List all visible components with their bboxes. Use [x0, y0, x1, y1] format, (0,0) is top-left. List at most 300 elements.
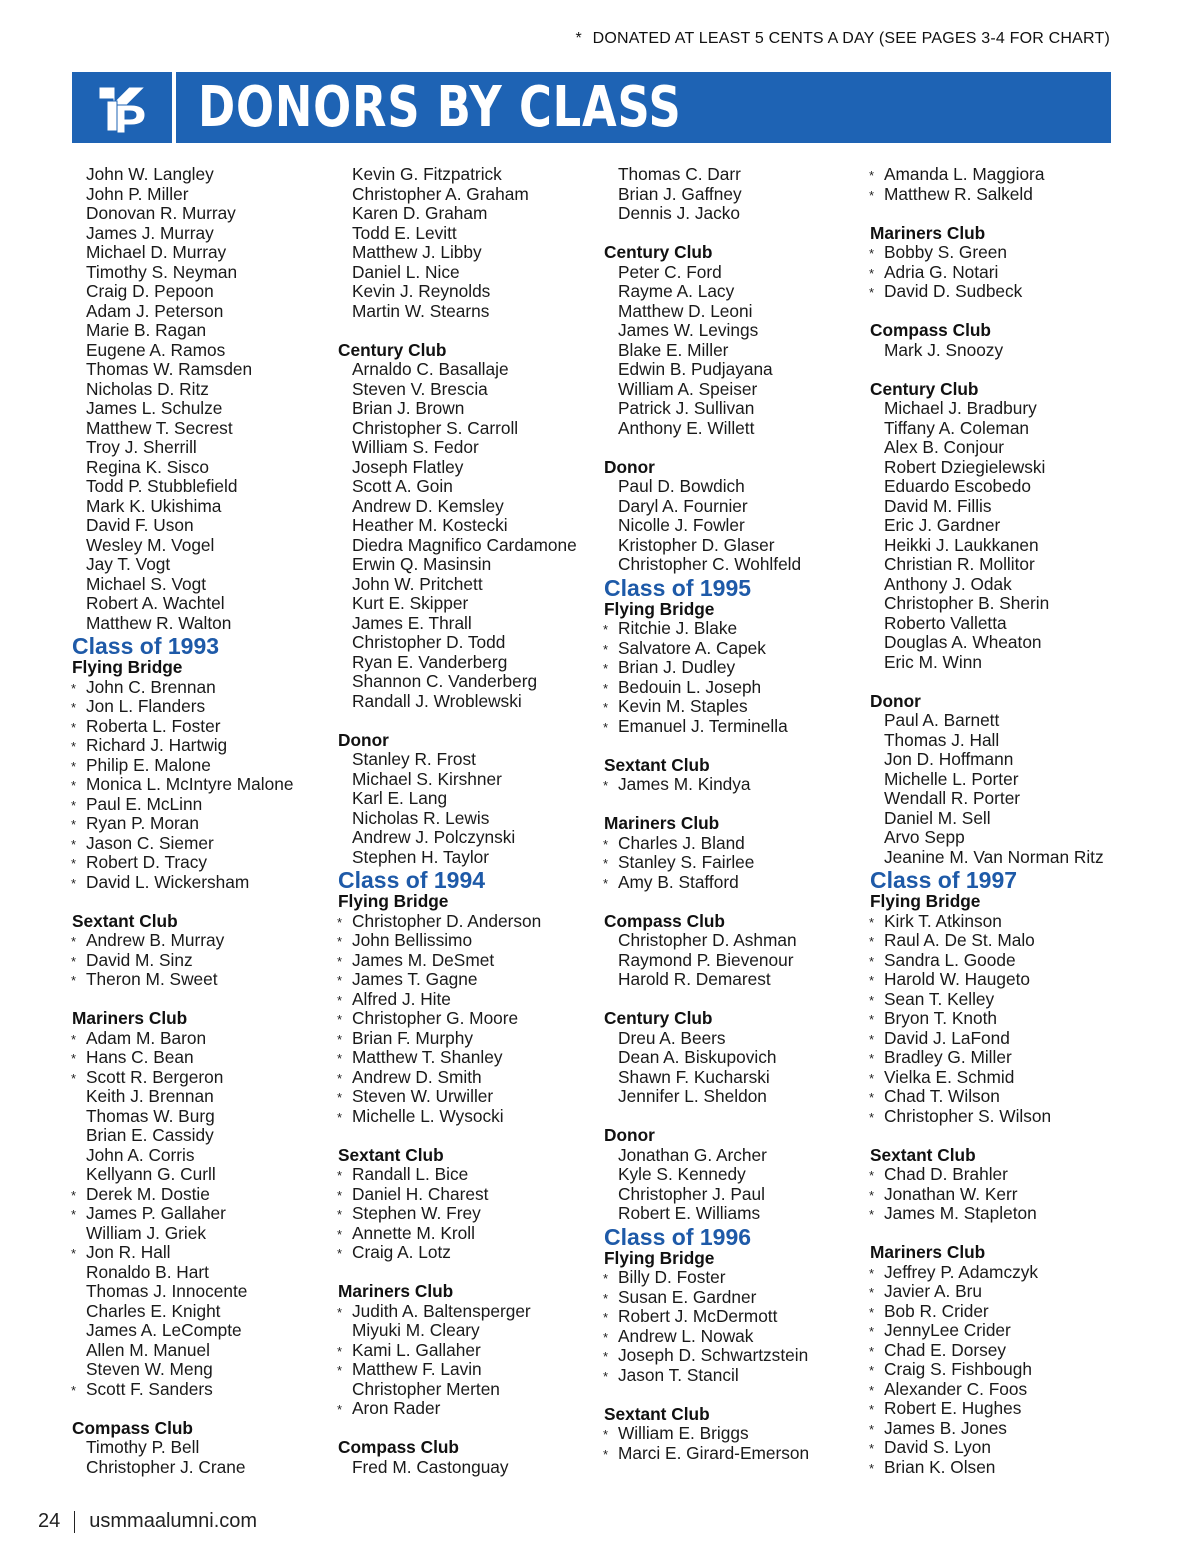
- donor-name: [338, 1243, 598, 1263]
- donor-name: [338, 1204, 598, 1224]
- donor-name: [604, 1185, 864, 1205]
- club-heading: Compass Club: [72, 1417, 193, 1438]
- spacer: [604, 1107, 864, 1127]
- asterisk-icon: *: [71, 856, 77, 871]
- donor-name: [604, 263, 864, 283]
- club-heading: Century Club: [338, 339, 447, 360]
- asterisk-icon: *: [869, 1402, 875, 1417]
- donor-name-text: Miyuki M. Cleary: [352, 1320, 480, 1340]
- asterisk-icon: *: [603, 836, 609, 852]
- donor-name-text: Andrew L. Nowak: [618, 1325, 754, 1346]
- donor-name: [72, 1087, 332, 1107]
- donor-name-text: Thomas C. Darr: [618, 164, 741, 184]
- donor-name-text: Raul A. De St. Malo: [884, 930, 1035, 950]
- donor-name-text: Sean T. Kelley: [884, 988, 995, 1009]
- asterisk-icon: *: [337, 1343, 343, 1359]
- donor-name-text: Chad D. Brahler: [884, 1164, 1008, 1184]
- donor-name: [338, 931, 598, 951]
- donor-name-text: Thomas W. Burg: [86, 1105, 215, 1126]
- donor-name: [338, 912, 598, 932]
- asterisk-icon: *: [603, 661, 609, 676]
- donor-name: [870, 399, 1130, 419]
- donor-name-text: Todd P. Stubblefield: [86, 476, 238, 496]
- donor-name: [870, 970, 1130, 990]
- donor-name-text: Christopher S. Carroll: [352, 417, 519, 438]
- donor-name: [870, 1341, 1130, 1361]
- donor-name-text: Christopher J. Paul: [618, 1183, 765, 1204]
- asterisk-icon: *: [869, 1187, 875, 1203]
- donor-name-text: James M. DeSmet: [352, 949, 495, 970]
- donor-name-text: Troy J. Sherrill: [86, 437, 197, 457]
- top-note: [575, 30, 1110, 48]
- donor-name-text: Alfred J. Hite: [352, 988, 451, 1009]
- donor-name-text: Jonathan W. Kerr: [884, 1183, 1018, 1204]
- donor-name-text: Richard J. Hartwig: [86, 735, 228, 755]
- asterisk-icon: *: [869, 934, 875, 949]
- donor-name: [72, 1321, 332, 1341]
- donor-name: [72, 1263, 332, 1283]
- donor-name: [338, 282, 598, 302]
- donor-name: [338, 165, 598, 185]
- donor-name: [72, 204, 332, 224]
- club-heading: Sextant Club: [72, 910, 178, 931]
- asterisk-icon: *: [603, 1290, 609, 1306]
- asterisk-icon: *: [603, 1427, 609, 1442]
- donor-name-text: Kurt E. Skipper: [352, 593, 469, 613]
- asterisk-icon: *: [869, 1363, 875, 1378]
- asterisk-icon: *: [337, 1363, 343, 1378]
- donor-name: [870, 1204, 1130, 1224]
- club-heading: Compass Club: [870, 320, 991, 340]
- donor-name-text: John C. Brennan: [86, 676, 216, 697]
- donor-name: [338, 1380, 598, 1400]
- donor-name-text: Christopher C. Wohlfeld: [618, 554, 802, 574]
- spacer: [338, 711, 598, 731]
- donor-name-text: Steven W. Urwiller: [352, 1086, 494, 1106]
- donor-name-text: Raymond P. Bievenour: [618, 949, 794, 970]
- donor-name: [338, 1029, 598, 1049]
- donor-name: [338, 302, 598, 322]
- donor-name-text: Derek M. Dostie: [86, 1183, 210, 1204]
- donor-name-text: David J. LaFond: [884, 1027, 1010, 1048]
- donor-name: [72, 458, 332, 478]
- donor-name: [338, 1341, 598, 1361]
- donor-name-text: Bradley G. Miller: [884, 1047, 1012, 1067]
- donor-name: [870, 438, 1130, 458]
- asterisk-icon: *: [603, 641, 609, 657]
- donor-column-1: [72, 165, 332, 1477]
- asterisk-icon: *: [71, 719, 77, 735]
- asterisk-icon: *: [337, 1246, 343, 1261]
- donor-name-text: Christopher D. Anderson: [352, 910, 542, 931]
- donor-name-text: Alexander C. Foos: [884, 1378, 1028, 1399]
- donor-name: [604, 204, 864, 224]
- class-year-heading: Class of 1994: [338, 867, 486, 893]
- spacer: [338, 1419, 598, 1439]
- donor-name-text: Paul A. Barnett: [884, 710, 1000, 730]
- donor-name-text: Bobby S. Green: [884, 242, 1007, 262]
- donor-name-text: Martin W. Stearns: [352, 300, 490, 321]
- donor-name-text: David F. Uson: [86, 515, 194, 535]
- donor-name: [72, 555, 332, 575]
- donor-name: [338, 1458, 598, 1478]
- donor-name-text: Diedra Magnifico Cardamone: [352, 534, 577, 555]
- asterisk-icon: *: [71, 1382, 77, 1398]
- asterisk-icon: *: [337, 1090, 343, 1105]
- donor-name: [338, 458, 598, 478]
- donor-name-text: Christopher D. Todd: [352, 632, 506, 652]
- donor-name: [870, 1282, 1130, 1302]
- donor-name-text: Robert A. Wachtel: [86, 593, 225, 613]
- asterisk-icon: *: [603, 700, 609, 715]
- donor-name: [72, 1204, 332, 1224]
- donor-name: [338, 438, 598, 458]
- spacer: [870, 204, 1130, 224]
- donor-name-text: Anthony J. Odak: [884, 573, 1012, 594]
- donor-name: [72, 185, 332, 205]
- donor-name: [338, 477, 598, 497]
- donor-name: [72, 1282, 332, 1302]
- donor-name: [604, 321, 864, 341]
- asterisk-icon: *: [603, 719, 609, 735]
- donor-name-text: James M. Kindya: [618, 774, 751, 794]
- donor-name: [870, 575, 1130, 595]
- asterisk-icon: *: [337, 1207, 343, 1222]
- donor-name-text: Ryan P. Moran: [86, 813, 200, 833]
- donor-name: [870, 1321, 1130, 1341]
- donor-name-text: Charles J. Bland: [618, 832, 745, 853]
- class-year-heading: Class of 1995: [604, 574, 752, 601]
- asterisk-icon: *: [337, 1012, 343, 1027]
- donor-name-text: James P. Gallaher: [86, 1203, 226, 1223]
- donor-name-text: Fred M. Castonguay: [352, 1456, 509, 1477]
- asterisk-icon: *: [603, 1271, 609, 1286]
- donor-name: [72, 419, 332, 439]
- donor-name-text: Nicolle J. Fowler: [618, 515, 745, 535]
- donor-name: [870, 516, 1130, 536]
- spacer: [604, 1385, 864, 1405]
- donor-name-text: Billy D. Foster: [618, 1267, 726, 1287]
- club-heading: Compass Club: [604, 910, 725, 931]
- donor-name: [338, 575, 598, 595]
- donor-name: [72, 1107, 332, 1127]
- donor-name: [870, 711, 1130, 731]
- donor-name-text: James T. Gagne: [352, 969, 478, 989]
- donor-name-text: Christopher J. Crane: [86, 1456, 246, 1477]
- donor-name-text: Christopher D. Ashman: [618, 930, 797, 950]
- donor-name-text: Amy B. Stafford: [618, 871, 739, 892]
- donor-name: [72, 224, 332, 244]
- donor-name-text: Amanda L. Maggiora: [884, 164, 1045, 184]
- donor-name-text: James E. Thrall: [352, 612, 472, 633]
- asterisk-icon: *: [71, 680, 77, 696]
- donor-name-text: Susan E. Gardner: [618, 1286, 757, 1307]
- donor-name-text: Scott R. Bergeron: [86, 1066, 224, 1087]
- donor-name: [72, 380, 332, 400]
- asterisk-icon: *: [337, 1070, 343, 1086]
- donor-name-text: Peter C. Ford: [618, 261, 722, 282]
- donor-name-text: Patrick J. Sullivan: [618, 398, 755, 418]
- donor-name: [338, 1224, 598, 1244]
- footer-site-link[interactable]: usmmaalumni.com: [89, 1510, 258, 1532]
- donor-name: [604, 1288, 864, 1308]
- donor-name-text: Michael D. Murray: [86, 242, 227, 262]
- donor-name-text: Joseph Flatley: [352, 456, 464, 477]
- donor-name: [338, 970, 598, 990]
- donor-name: [870, 1029, 1130, 1049]
- donor-name: [604, 697, 864, 717]
- donor-name: [604, 1444, 864, 1464]
- donor-name: [338, 1165, 598, 1185]
- donor-name-text: Matthew R. Walton: [86, 612, 232, 633]
- donor-name: [72, 717, 332, 737]
- donor-name: [338, 1360, 598, 1380]
- donor-name-text: Adria G. Notari: [884, 261, 999, 282]
- donor-name-text: Nicholas D. Ritz: [86, 378, 209, 399]
- donor-name-text: Kevin M. Staples: [618, 696, 748, 716]
- donor-name: [72, 243, 332, 263]
- donor-name-text: Daryl A. Fournier: [618, 495, 748, 516]
- donor-name-text: Kami L. Gallaher: [352, 1339, 481, 1360]
- donor-name-text: John A. Corris: [86, 1144, 195, 1165]
- donor-name-text: Christopher A. Graham: [352, 183, 529, 204]
- donor-name: [72, 360, 332, 380]
- donor-name: [604, 775, 864, 795]
- donor-name-text: Christopher B. Sherin: [884, 593, 1050, 613]
- spacer: [338, 1263, 598, 1283]
- donor-name-text: John Bellissimo: [352, 930, 473, 950]
- donor-name: [870, 282, 1130, 302]
- donor-name: [72, 575, 332, 595]
- donor-name-text: Scott A. Goin: [352, 476, 453, 496]
- spacer: [72, 892, 332, 912]
- donor-name: [72, 1048, 332, 1068]
- donor-name-text: Timothy P. Bell: [86, 1437, 200, 1457]
- donor-name: [870, 1087, 1130, 1107]
- donor-name: [72, 516, 332, 536]
- donor-name: [338, 951, 598, 971]
- asterisk-icon: *: [337, 1109, 343, 1125]
- donor-name-text: Bob R. Crider: [884, 1300, 989, 1321]
- asterisk-icon: *: [869, 1051, 875, 1066]
- donor-name: [72, 536, 332, 556]
- asterisk-icon: *: [71, 1070, 77, 1086]
- donor-name: [604, 399, 864, 419]
- donor-name: [604, 834, 864, 854]
- donor-name-text: Craig D. Pepoon: [86, 281, 214, 301]
- donor-name: [338, 555, 598, 575]
- donor-name: [72, 697, 332, 717]
- donor-name-text: Brian J. Brown: [352, 398, 465, 418]
- donor-name: [338, 243, 598, 263]
- donor-name-text: Jonathan G. Archer: [618, 1144, 767, 1165]
- donor-name: [870, 1302, 1130, 1322]
- donor-name-text: William S. Fedor: [352, 437, 479, 457]
- donor-name: [870, 1185, 1130, 1205]
- donor-name-text: Daniel M. Sell: [884, 807, 991, 828]
- donor-name: [72, 282, 332, 302]
- donor-name-text: Douglas A. Wheaton: [884, 632, 1042, 652]
- donor-name-text: Philip E. Malone: [86, 754, 211, 775]
- donor-name: [72, 497, 332, 517]
- donor-name-text: Roberta L. Foster: [86, 715, 221, 736]
- donor-name: [604, 853, 864, 873]
- donor-name: [72, 834, 332, 854]
- donor-name-text: Steven V. Brescia: [352, 378, 488, 399]
- donor-name-text: Todd E. Levitt: [352, 222, 457, 243]
- donor-name-text: James W. Levings: [618, 320, 759, 340]
- asterisk-icon: *: [71, 973, 77, 988]
- class-year-heading: Class of 1997: [870, 867, 1018, 893]
- donor-name-text: Thomas J. Innocente: [86, 1281, 248, 1301]
- donor-name: [338, 633, 598, 653]
- donor-name: [338, 594, 598, 614]
- donor-name-text: William A. Speiser: [618, 378, 758, 399]
- asterisk-icon: *: [71, 739, 77, 754]
- asterisk-icon: *: [71, 1246, 77, 1261]
- asterisk-icon: *: [869, 1070, 875, 1086]
- donor-name: [604, 619, 864, 639]
- donor-name: [604, 658, 864, 678]
- donor-name: [338, 419, 598, 439]
- donor-name: [604, 1327, 864, 1347]
- donor-name: [870, 1107, 1130, 1127]
- donor-name: [338, 1321, 598, 1341]
- donor-name-text: Eduardo Escobedo: [884, 476, 1032, 496]
- donor-name-text: Adam J. Peterson: [86, 300, 224, 321]
- donor-name-text: Ronaldo B. Hart: [86, 1261, 209, 1282]
- donor-name-text: David M. Fillis: [884, 495, 992, 516]
- donor-name: [72, 1360, 332, 1380]
- donor-name: [870, 1165, 1130, 1185]
- donor-name-text: Brian J. Gaffney: [618, 183, 742, 204]
- donor-name: [870, 458, 1130, 478]
- donor-name-text: Nicholas R. Lewis: [352, 807, 490, 828]
- donor-name: [72, 1126, 332, 1146]
- donor-name: [870, 990, 1130, 1010]
- donor-name-text: Michelle L. Porter: [884, 768, 1019, 789]
- donor-name-text: Chad T. Wilson: [884, 1086, 1000, 1106]
- donor-name: [604, 165, 864, 185]
- asterisk-icon: *: [869, 1012, 875, 1027]
- donor-name: [72, 678, 332, 698]
- donor-name-text: David D. Sudbeck: [884, 281, 1023, 301]
- spacer: [338, 1126, 598, 1146]
- donor-name-text: Kristopher D. Glaser: [618, 534, 775, 555]
- spacer: [870, 360, 1130, 380]
- donor-name-text: Mark K. Ukishima: [86, 495, 222, 516]
- donor-name-text: Keith J. Brennan: [86, 1086, 214, 1106]
- donor-name: [870, 789, 1130, 809]
- asterisk-icon: *: [869, 992, 875, 1008]
- asterisk-icon: *: [71, 758, 77, 774]
- title-banner: [72, 72, 1111, 143]
- donor-name: [338, 536, 598, 556]
- asterisk-icon: *: [71, 1051, 77, 1066]
- donor-name: [72, 438, 332, 458]
- donor-name-text: Blake E. Miller: [618, 339, 729, 360]
- donor-name-text: Kellyann G. Curll: [86, 1164, 216, 1184]
- donor-name-text: Michael S. Vogt: [86, 573, 207, 594]
- club-heading: Mariners Club: [72, 1008, 188, 1028]
- donor-name-text: James B. Jones: [884, 1417, 1007, 1438]
- donor-name-text: Brian F. Murphy: [352, 1027, 474, 1048]
- donor-name-text: Matthew T. Shanley: [352, 1047, 503, 1067]
- spacer: [604, 892, 864, 912]
- spacer: [870, 1126, 1130, 1146]
- donor-name-text: Matthew D. Leoni: [618, 300, 753, 321]
- donor-name: [870, 243, 1130, 263]
- donor-column-4: [870, 165, 1130, 1477]
- page-title: DONORS BY CLASS: [198, 75, 682, 140]
- asterisk-icon: *: [71, 1207, 77, 1222]
- donor-name-text: Paul D. Bowdich: [618, 476, 745, 496]
- donor-name: [870, 809, 1130, 829]
- donor-name-text: Jason C. Siemer: [86, 832, 214, 853]
- donor-name-text: Matthew T. Secrest: [86, 417, 233, 438]
- donor-name-text: Jeanine M. Van Norman Ritz: [884, 846, 1104, 867]
- donor-name-text: Aron Rader: [352, 1398, 441, 1418]
- donor-name-text: Paul E. McLinn: [86, 793, 203, 814]
- donor-name: [870, 1438, 1130, 1458]
- donor-name-text: Anthony E. Willett: [618, 417, 755, 438]
- donor-name: [870, 477, 1130, 497]
- club-heading: Flying Bridge: [72, 657, 183, 677]
- donor-name: [604, 1068, 864, 1088]
- donor-name: [338, 204, 598, 224]
- donor-name-text: Andrew D. Kemsley: [352, 495, 504, 516]
- donor-name: [604, 1307, 864, 1327]
- donor-name: [604, 555, 864, 575]
- donor-name-text: Wesley M. Vogel: [86, 534, 215, 555]
- spacer: [604, 795, 864, 815]
- donor-name: [338, 1087, 598, 1107]
- spacer: [72, 1399, 332, 1419]
- donor-name-text: Kevin J. Reynolds: [352, 281, 491, 301]
- donor-name-text: Dennis J. Jacko: [618, 203, 740, 223]
- donor-name: [870, 951, 1130, 971]
- spacer: [870, 672, 1130, 692]
- donor-name: [870, 614, 1130, 634]
- asterisk-icon: *: [603, 1310, 609, 1325]
- donor-name-text: Ritchie J. Blake: [618, 618, 738, 638]
- donor-name-text: Dean A. Biskupovich: [618, 1047, 777, 1067]
- donor-name-text: Mark J. Snoozy: [884, 339, 1004, 360]
- asterisk-icon: *: [869, 914, 875, 930]
- donor-name-text: Karl E. Lang: [352, 788, 448, 808]
- donor-name-text: Michael S. Kirshner: [352, 768, 502, 789]
- asterisk-icon: *: [603, 1368, 609, 1384]
- asterisk-icon: *: [869, 1031, 875, 1047]
- donor-name: [604, 380, 864, 400]
- donor-name-text: Theron M. Sweet: [86, 969, 218, 989]
- asterisk-icon: *: [71, 700, 77, 715]
- donor-name: [338, 516, 598, 536]
- donor-name-text: JennyLee Crider: [884, 1320, 1011, 1340]
- donor-name: [72, 1068, 332, 1088]
- spacer: [604, 438, 864, 458]
- donor-name-text: Heather M. Kostecki: [352, 515, 508, 535]
- donor-name: [72, 775, 332, 795]
- donor-name-text: William J. Griek: [86, 1222, 207, 1243]
- donor-name-text: Andrew D. Smith: [352, 1066, 482, 1087]
- asterisk-icon: *: [71, 1031, 77, 1047]
- donor-name-text: Judith A. Baltensperger: [352, 1300, 531, 1321]
- donor-column-3: [604, 165, 864, 1463]
- donor-name: [870, 912, 1130, 932]
- club-heading: Mariners Club: [870, 1242, 986, 1262]
- asterisk-icon: *: [337, 1187, 343, 1203]
